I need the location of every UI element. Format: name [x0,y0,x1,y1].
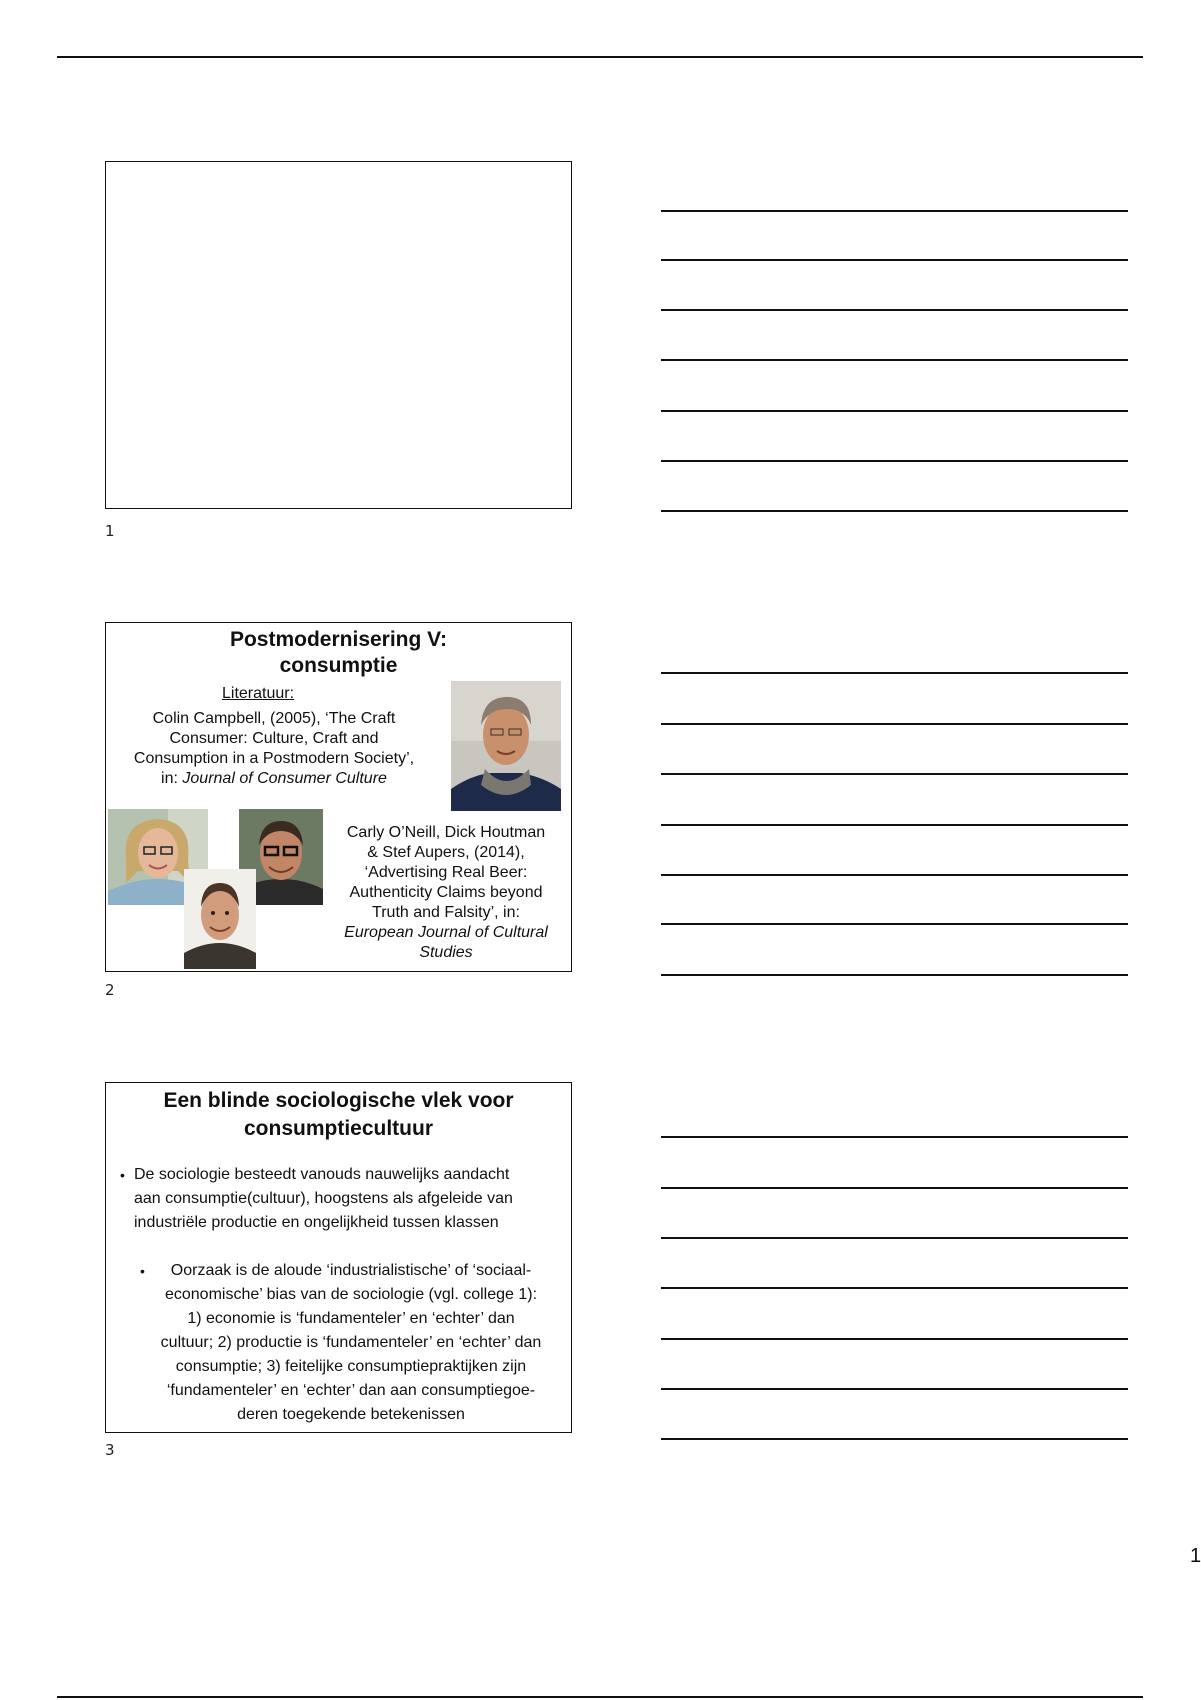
header-rule [57,56,1143,58]
bullet-item: • Oorzaak is de aloude ‘industrialistische’ of ‘sociaal- economische’ bias van de sociologie (vgl. college 1): 1) economie is ‘fundamenteler’ en ‘echter’ dan cultuur; 2) productie is ‘fundamenteler’ en ‘echter’ dan consumptie; 3) feitelijke consumptiepraktijken zijn ‘fundamenteler’ en ‘echter’ dan aan consumptiegoe- deren toegekende betekenissen [134,1259,568,1427]
note-line [661,1287,1128,1289]
note-line [661,359,1128,361]
note-line [661,259,1128,261]
bullet-dot: • [120,1167,125,1183]
note-line [661,1338,1128,1340]
note-line [661,723,1128,725]
slide-2-thumbnail [105,622,572,972]
note-line [661,923,1128,925]
note-line [661,460,1128,462]
note-line [661,1438,1128,1440]
note-line [661,210,1128,212]
note-line [661,874,1128,876]
note-line [661,510,1128,512]
note-line [661,672,1128,674]
reference-oneill-houtman-aupers: Carly O’Neill, Dick Houtman & Stef Aupers, (2014), ‘Advertising Real Beer: Authenticity Claims beyond Truth and Falsity’, in: European Journal of Cultural Studies [344,824,548,961]
reference-campbell: Colin Campbell, (2005), ‘The Craft Consumer: Culture, Craft and Consumption in a Postmodern Society’, in: Journal of Consumer Culture [133,710,415,787]
slide-3-number: 3 [105,1441,115,1459]
slide-1-thumbnail [105,161,572,509]
note-line [661,824,1128,826]
page-number: 1 [1190,1545,1201,1567]
slide-3-thumbnail [105,1082,572,1433]
portrait-aupers [184,869,256,969]
bullet-dot: • [140,1263,145,1279]
slide-3-title: Een blinde sociologische vlek voor consumptiecultuur [163,1089,514,1140]
note-line [661,1187,1128,1189]
note-line [661,309,1128,311]
note-line [661,410,1128,412]
literature-label: Literatuur: [222,685,295,702]
note-line [661,773,1128,775]
slide-1-number: 1 [105,522,115,540]
note-line [661,1237,1128,1239]
slide-2-number: 2 [105,981,115,999]
footer-rule [57,1696,1143,1698]
note-line [661,1388,1128,1390]
note-line [661,1136,1128,1138]
note-line [661,974,1128,976]
portrait-campbell [451,681,561,811]
slide-2-title: Postmodernisering V: consumptie [229,628,448,677]
bullet-item: • De sociologie besteedt vanouds nauwelijks aandacht aan consumptie(cultuur), hoogstens als afgeleide van industriële productie en ongelijkheid tussen klassen [134,1163,568,1235]
